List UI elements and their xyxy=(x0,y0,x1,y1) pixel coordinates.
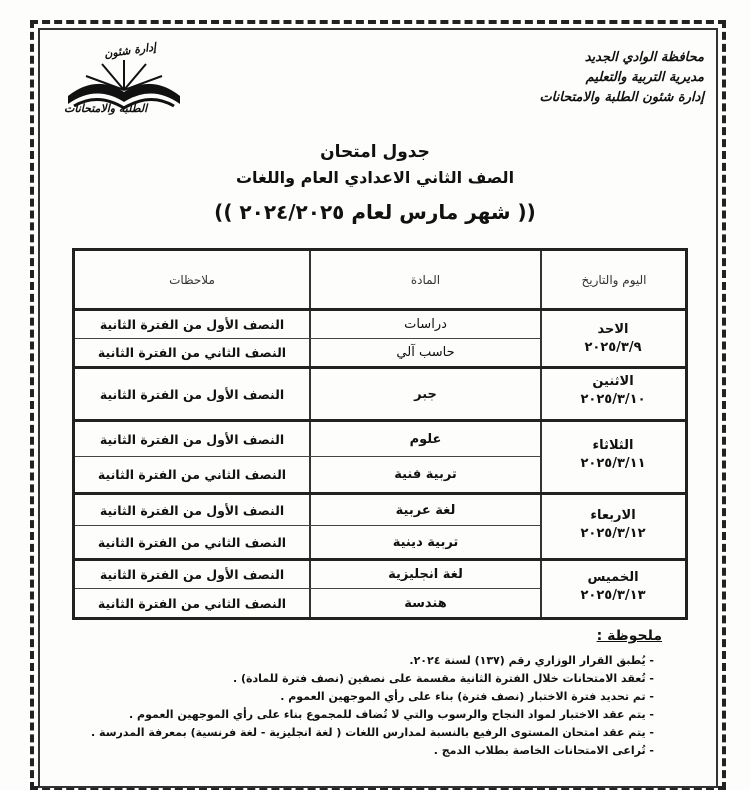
note-cell: النصف الثاني من الفترة الثانية xyxy=(97,345,287,360)
day-name: الاحد xyxy=(597,322,629,337)
exam-schedule-table xyxy=(72,248,688,620)
note-cell: النصف الأول من الفترة الثانية xyxy=(99,502,285,518)
note-cell: النصف الثاني من الفترة الثانية xyxy=(97,595,287,611)
day-date: ٢٠٢٥/٣/١٣ xyxy=(580,588,646,603)
logo-top-text: إدارة شئون xyxy=(103,40,157,61)
day-name: الثلاثاء xyxy=(592,438,634,453)
note-item: - تُعقد الامتحانات خلال الفترة الثانية مقسمة على نصفين (نصف فترة للمادة) . xyxy=(232,672,654,685)
header-subject: المادة xyxy=(410,272,441,287)
note-cell: النصف الثاني من الفترة الثانية xyxy=(97,467,287,482)
note-cell: النصف الثاني من الفترة الثانية xyxy=(97,534,287,550)
note-item: - يتم عقد امتحان المستوى الرفيع بالنسبة لمدارس اللغات ( لغة انجليزية - لغة فرنسية) بمعرفة المدرسة . xyxy=(91,726,654,739)
schedule-title: جدول امتحان xyxy=(320,142,430,162)
note-cell: النصف الأول من الفترة الثانية xyxy=(99,317,285,332)
org-governorate: محافظة الوادي الجديد xyxy=(584,50,704,65)
day-name: الخميس xyxy=(587,570,639,585)
note-item: - تم تحديد فترة الاختبار (نصف فترة) بناء على رأي الموجهين العموم . xyxy=(280,690,654,703)
day-date: ٢٠٢٥/٣/١١ xyxy=(580,456,646,471)
logo-caption: الطلبة والامتحانات xyxy=(64,102,148,115)
subject-cell: تربية دينية xyxy=(392,534,459,550)
notes-heading: ملحوظة : xyxy=(596,628,662,644)
org-directorate: مديرية التربية والتعليم xyxy=(585,70,704,85)
subject-cell: تربية فنية xyxy=(394,467,457,482)
day-date: ٢٠٢٥/٣/١٠ xyxy=(580,392,646,407)
subject-cell: دراسات xyxy=(404,317,447,332)
day-name: الاثنين xyxy=(592,374,634,389)
header-day-date: اليوم والتاريخ xyxy=(581,272,647,287)
day-cell-monday xyxy=(540,373,686,409)
organization-block xyxy=(539,48,704,108)
note-item: - يتم عقد الاختبار لمواد النجاح والرسوب والتي لا تُضاف للمجموع بناء على رأي الموجهين العموم . xyxy=(129,708,654,721)
day-date: ٢٠٢٥/٣/٩ xyxy=(584,340,642,355)
subject-cell: لغة عربية xyxy=(395,502,456,518)
notes-list xyxy=(91,652,654,760)
subject-cell: علوم xyxy=(409,431,442,447)
subject-cell: هندسة xyxy=(404,595,447,611)
month-title: (( شهر مارس لعام ٢٠٢٤/٢٠٢٥ )) xyxy=(214,200,536,224)
note-item: - تُراعى الامتحانات الخاصة بطلاب الدمج . xyxy=(433,744,654,757)
note-cell: النصف الأول من الفترة الثانية xyxy=(99,386,285,402)
day-cell-sunday xyxy=(540,321,686,357)
day-date: ٢٠٢٥/٣/١٢ xyxy=(580,526,646,541)
subject-cell: جبر xyxy=(414,386,437,402)
note-item: - يُطبق القرار الوزاري رقم (١٣٧) لسنة ٢٠٢٤. xyxy=(409,654,654,667)
day-cell-thursday xyxy=(540,569,686,605)
header-notes: ملاحظات xyxy=(169,272,215,287)
subject-cell: حاسب آلي xyxy=(396,345,455,360)
day-name: الاربعاء xyxy=(590,508,636,523)
day-cell-wednesday xyxy=(540,507,686,543)
note-cell: النصف الأول من الفترة الثانية xyxy=(99,431,285,447)
org-department: إدارة شئون الطلبة والامتحانات xyxy=(539,90,704,105)
day-cell-tuesday xyxy=(540,437,686,473)
grade-title: الصف الثاني الاعدادي العام واللغات xyxy=(235,168,515,187)
note-cell: النصف الأول من الفترة الثانية xyxy=(99,567,285,582)
subject-cell: لغة انجليزية xyxy=(388,567,463,582)
